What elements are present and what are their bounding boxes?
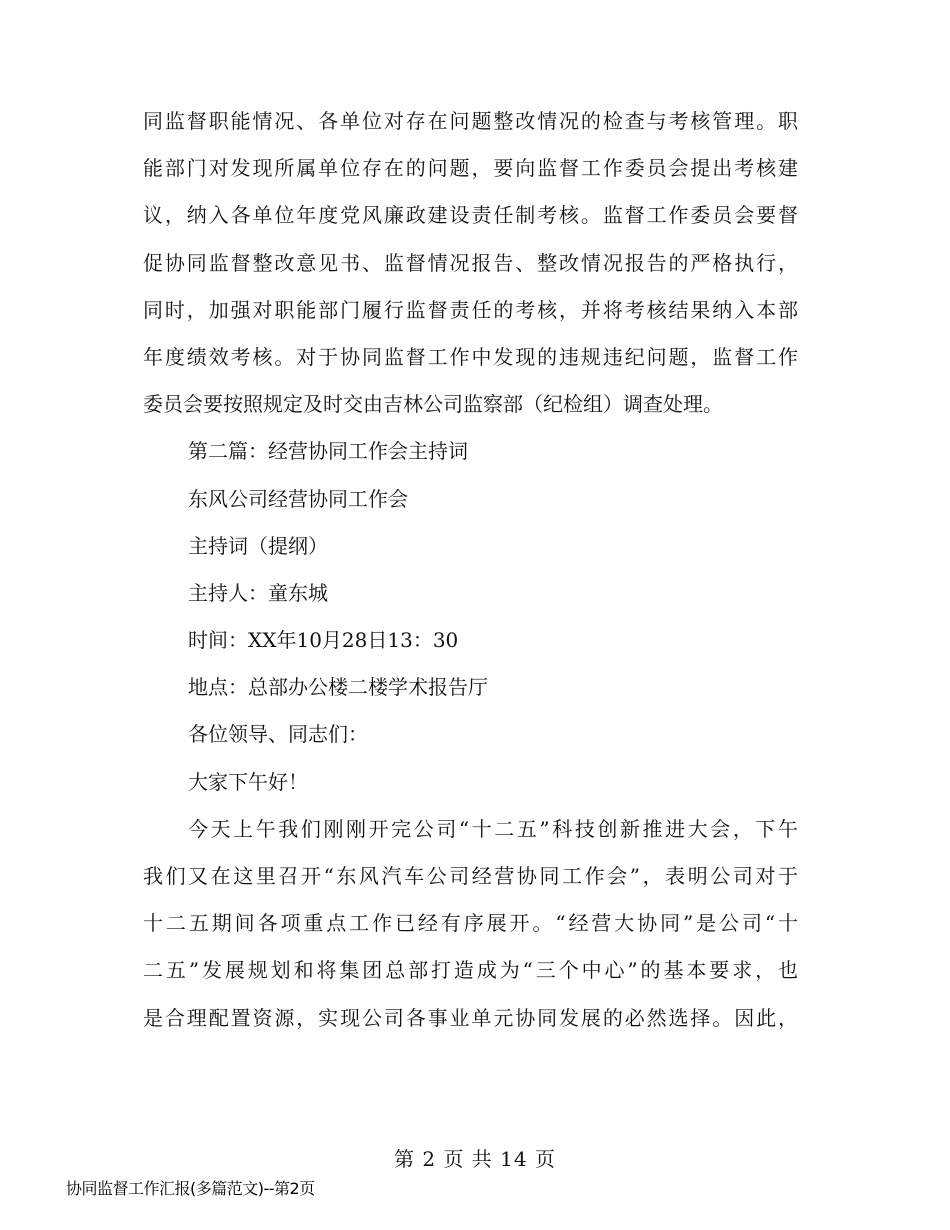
paragraph-line: 同时，加强对职能部门履行监督责任的考核，并将考核结果纳入本部 (143, 297, 798, 322)
section-heading: 第二篇：经营协同工作会主持词 (188, 439, 468, 464)
paragraph-line: 是合理配置资源，实现公司各事业单元协同发展的必然选择。因此， (143, 1005, 798, 1030)
page-number: 第 2 页 共 14 页 (394, 1147, 556, 1171)
document-body (143, 98, 798, 1042)
paragraph-line: 今天上午我们刚刚开完公司“十二五”科技创新推进大会，下午 (188, 816, 798, 841)
paragraph-line: 二五”发展规划和将集团总部打造成为“三个中心”的基本要求，也 (143, 958, 798, 983)
paragraph-line: 我们又在这里召开“东风汽车公司经营协同工作会”，表明公司对于 (143, 864, 798, 888)
salutation: 各位领导、同志们： (188, 722, 368, 747)
paragraph-line: 委员会要按照规定及时交由吉林公司监察部（纪检组）调查处理。 (143, 392, 723, 417)
paragraph-line: 议，纳入各单位年度党风廉政建设责任制考核。监督工作委员会要督 (143, 203, 798, 228)
time-line: 时间：XX年10月28日13：30 (188, 628, 459, 653)
paragraph-line: 能部门对发现所属单位存在的问题，要向监督工作委员会提出考核建 (143, 156, 798, 181)
meeting-title: 东风公司经营协同工作会 (188, 486, 408, 511)
location-line: 地点：总部办公楼二楼学术报告厅 (188, 675, 488, 700)
paragraph-line: 促协同监督整改意见书、监督情况报告、整改情况报告的严格执行， (143, 250, 798, 275)
document-title-footer: 协同监督工作汇报(多篇范文)--第2页 (66, 1179, 315, 1198)
paragraph-line: 十二五期间各项重点工作已经有序展开。“经营大协同”是公司“十 (143, 911, 798, 936)
greeting: 大家下午好！ (188, 769, 308, 794)
host-line: 主持人：童东城 (188, 580, 328, 605)
paragraph-line: 年度绩效考核。对于协同监督工作中发现的违规违纪问题，监督工作 (143, 344, 798, 369)
paragraph-line: 同监督职能情况、各单位对存在问题整改情况的检查与考核管理。职 (143, 109, 798, 133)
subtitle: 主持词（提纲） (188, 533, 328, 558)
